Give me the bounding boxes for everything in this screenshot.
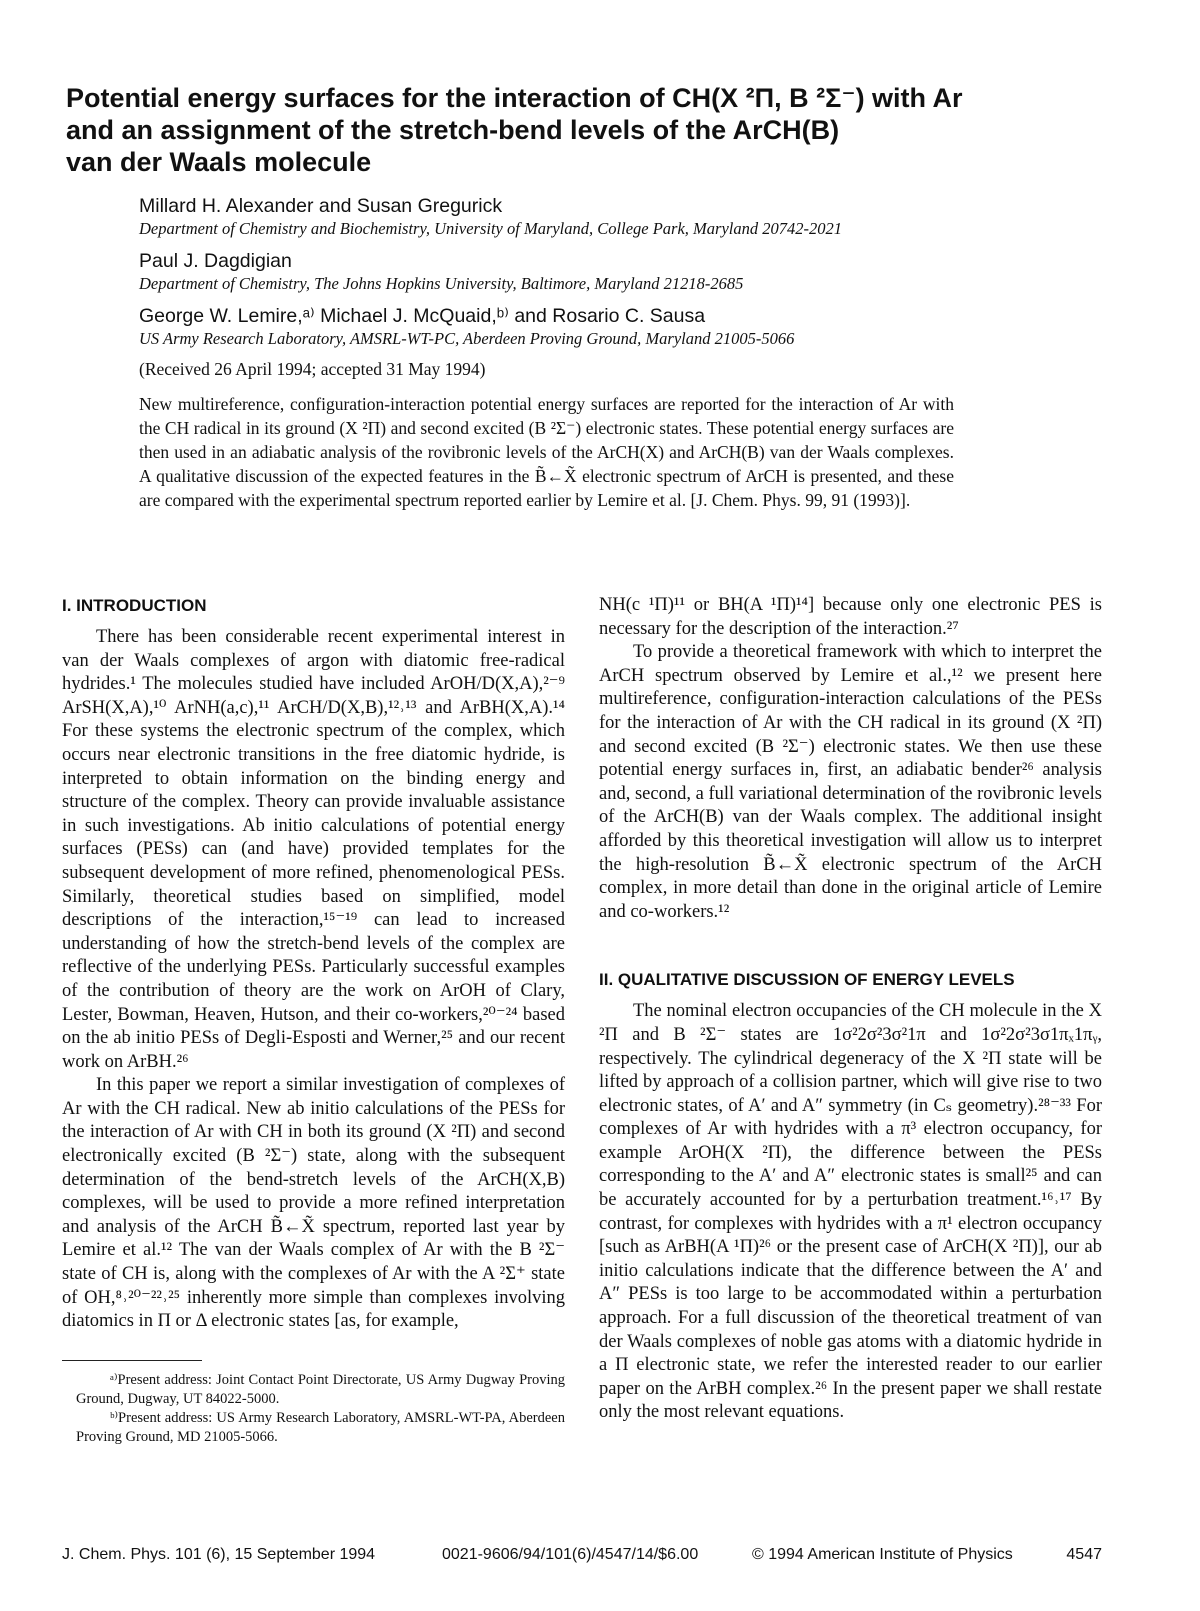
author-affiliation-2: Department of Chemistry, The Johns Hopkins University, Baltimore, Maryland 21218-2685 xyxy=(139,274,744,293)
footnote-a: ᵃ⁾Present address: Joint Contact Point Directorate, US Army Dugway Proving Ground, Dugway, UT 84022-5000. xyxy=(76,1371,565,1407)
intro-paragraph-2: In this paper we report a similar investigation of complexes of Ar with the CH radical. New ab initio calculations of the PESs for the interaction of Ar with CH in both its ground (X ²Π) and second electronically excited (B ²Σ⁻) state, along with the subsequent determination of the bend-stretch levels of the ArCH(X,B) complexes, will be used to provide a more refined interpretation and analysis of the ArCH B̃←X̃ spectrum, reported last year by Lemire et al.¹² The van der Waals complex of Ar with the B ²Σ⁻ state of CH is, along with the complexes of Ar with the A ²Σ⁺ state of OH,⁸˒²⁰⁻²²˒²⁵ inherently more simple than complexes involving diatomics in Π or Δ electronic states [as, for example, xyxy=(62,1075,565,1332)
received-dates: (Received 26 April 1994; accepted 31 May 1994) xyxy=(139,359,486,379)
author-affiliation-3: US Army Research Laboratory, AMSRL-WT-PC, Aberdeen Proving Ground, Maryland 21005-5066 xyxy=(139,329,795,348)
title-line-1: Potential energy surfaces for the interaction of CH(X ²Π, B ²Σ⁻) with Ar xyxy=(66,83,963,113)
title-line-2: and an assignment of the stretch-bend levels of the ArCH(B) xyxy=(66,115,840,145)
author-block xyxy=(139,194,969,512)
section-heading-qualitative: II. QUALITATIVE DISCUSSION OF ENERGY LEVELS xyxy=(599,970,1015,990)
author-affiliation-1: Department of Chemistry and Biochemistry, University of Maryland, College Park, Maryland 20742-2021 xyxy=(139,219,842,238)
page-footer xyxy=(62,1546,1102,1568)
left-column xyxy=(62,594,565,1447)
title-line-3: van der Waals molecule xyxy=(66,147,372,177)
author-names-1: Millard H. Alexander and Susan Gregurick xyxy=(139,195,503,217)
abstract: New multireference, configuration-interaction potential energy surfaces are reported for the interaction of Ar with the CH radical in its ground (X ²Π) and second excited (B ²Σ⁻) electronic states. These potential energy surfaces are then used in an adiabatic analysis of the rovibronic levels of the ArCH(X) and ArCH(B) van der Waals complexes. A qualitative discussion of the expected features in the B̃←X̃ electronic spectrum of ArCH is presented, and these are compared with the experimental spectrum reported earlier by Lemire et al. [J. Chem. Phys. 99, 91 (1993)]. xyxy=(139,394,954,510)
intro-paragraph-3: To provide a theoretical framework with which to interpret the ArCH spectrum observed by Lemire et al.,¹² we present here multireference, configuration-interaction calculations of the PESs for the interaction of Ar with the CH radical in its ground (X ²Π) and second excited (B ²Σ⁻) electronic states. We then use these potential energy surfaces in, first, an adiabatic bender²⁶ analysis and, second, a full variational determination of the rovibronic levels of the ArCH(B) van der Waals complex. The additional insight afforded by this theoretical investigation will allow us to interpret the high-resolution B̃←X̃ electronic spectrum of the ArCH complex, in more detail than done in the original article of Lemire and co-workers.¹² xyxy=(599,642,1102,922)
author-names-2: Paul J. Dagdigian xyxy=(139,250,292,272)
footnote-divider xyxy=(62,1360,202,1361)
paper-title xyxy=(66,82,1146,178)
intro-paragraph-1: There has been considerable recent experimental interest in van der Waals complexes of argon with diatomic free-radical hydrides.¹ The molecules studied have included ArOH/D(X,A),²⁻⁹ ArSH(X,A),¹⁰ ArNH(a,c),¹¹ ArCH/D(X,B),¹²˒¹³ and ArBH(X,A).¹⁴ For these systems the electronic spectrum of the complex, which occurs near electronic transitions in the free diatomic hydride, is interpreted to obtain information on the binding energy and structure of the complex. Theory can provide invaluable assistance in such investigations. Ab initio calculations of potential energy surfaces (PESs) can (and have) provided templates for the subsequent development of more refined, phenomenological PESs. Similarly, theoretical studies based on simplified, model descriptions of the interaction,¹⁵⁻¹⁹ can lead to increased understanding of how the stretch-bend levels of the complex are reflective of the underlying PESs. Particularly successful examples of the contribution of theory are the work on ArOH of Clary, Lester, Bowman, Heaven, Hutson, and their co-workers,²⁰⁻²⁴ based on the ab initio PESs of Degli-Esposti and Werner,²⁵ and our recent work on ArBH.²⁶ xyxy=(62,627,565,1072)
footnote-b: ᵇ⁾Present address: US Army Research Laboratory, AMSRL-WT-PA, Aberdeen Proving Ground, MD 21005-5066. xyxy=(76,1409,565,1445)
right-column xyxy=(599,594,1102,1425)
footer-journal: J. Chem. Phys. 101 (6), 15 September 1994 xyxy=(62,1546,376,1563)
footer-copyright: © 1994 American Institute of Physics xyxy=(752,1546,1013,1563)
footer-code: 0021-9606/94/101(6)/4547/14/$6.00 xyxy=(442,1546,699,1563)
intro-paragraph-continued: NH(c ¹Π)¹¹ or BH(A ¹Π)¹⁴] because only one electronic PES is necessary for the description of the interaction.²⁷ xyxy=(599,595,1102,639)
section2-paragraph-1: The nominal electron occupancies of the CH molecule in the X ²Π and B ²Σ⁻ states are 1σ²2σ²3σ²1π and 1σ²2σ²3σ1πₓ1πᵧ, respectively. The cylindrical degeneracy of the X ²Π state will be lifted by approach of a collision partner, which will give rise to two electronic states, of A′ and A″ symmetry (in Cₛ geometry).²⁸⁻³³ For complexes of Ar with hydrides with a π³ electron occupancy, for example ArOH(X ²Π), the difference between the PESs corresponding to the A′ and A″ electronic states is small²⁵ and can be accurately accounted for by a perturbation treatment.¹⁶˒¹⁷ By contrast, for complexes with hydrides with a π¹ electron occupancy [such as ArBH(A ¹Π)²⁶ or the present case of ArCH(X ²Π)], our ab initio calculations indicate that the difference between the A′ and A″ PESs is too large to be accommodated within a perturbation approach. For a full discussion of the theoretical treatment of van der Waals complexes of noble gas atoms with a diatomic hydride in a Π electronic state, we refer the interested reader to our earlier paper on the ArBH complex.²⁶ In the present paper we shall restate only the most relevant equations. xyxy=(599,1001,1102,1423)
page-number: 4547 xyxy=(1066,1546,1102,1563)
section-heading-introduction: I. INTRODUCTION xyxy=(62,596,207,615)
author-names-3: George W. Lemire,ᵃ⁾ Michael J. McQuaid,ᵇ⁾ and Rosario C. Sausa xyxy=(139,305,706,327)
